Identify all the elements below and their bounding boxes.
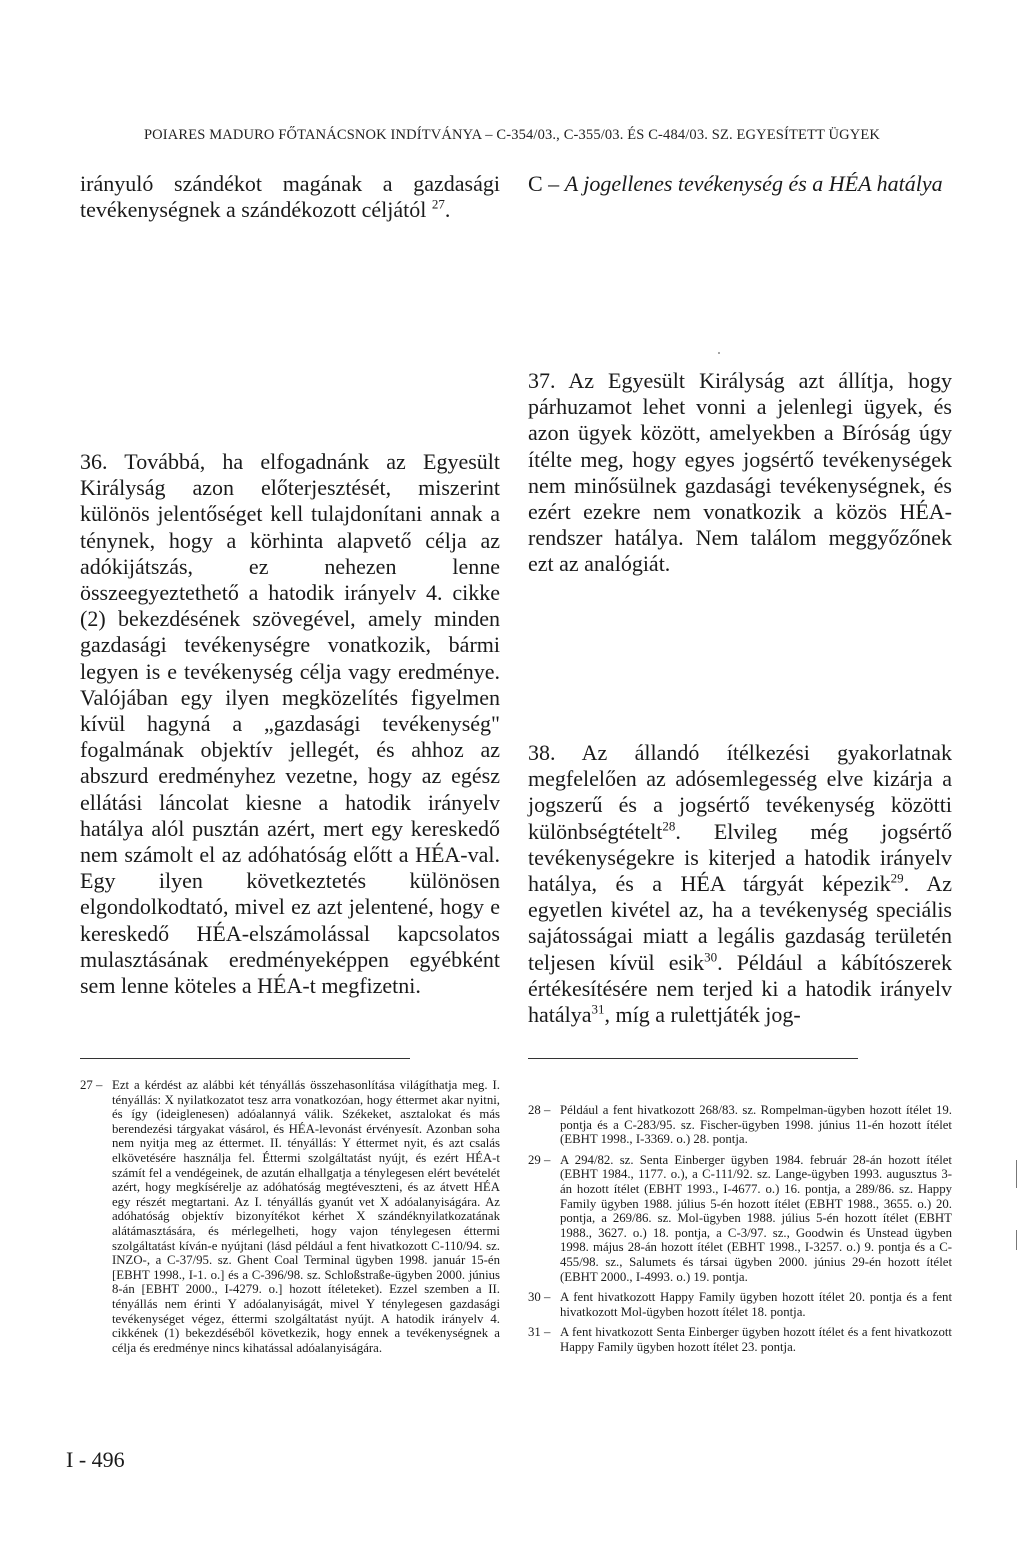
left-column-top-text [80, 171, 500, 223]
paragraph-37-text: Az Egyesült Királyság azt állítja, hogy párhuzamot lehet vonni a jelenlegi ügyek, és azon ügyek között, amelyekben a Bíróság úgy ítélte meg, hogy egyes jogsértő tevékenységek nem minősülnek gazdasági tevékenységnek, és ezért ezekre nem vonatkozik a közös HÉA-rendszer hatálya. Nem találom meggyőzőnek ezt az analógiát. [528, 368, 952, 577]
footnote-27-text: Ezt a kérdést az alábbi két tényállás összehasonlítása világíthatja meg. I. tényállás: X nyilatkozatot tesz arra vonatkozóan, hogy éttermet akar nyitni, és így (ideiglenesen) adóalannyá válik. Székeket, asztalokat és más berendezési tárgyakat vásárol, és HÉA-levonást érvényesít. Azonban soha nem nyitja meg az éttermet. II. tényállás: Y éttermet nyit, és azt csalás elkövetésére használja fel. Éttermi szolgáltatást nyújt, és ezért HÉA-t számít fel a vendégeinek, de azután elhallgatja a ténylegesen elért bevételét azért, hogy megkísérelje az adóhatóság megtéveszteni, és az átvett HÉA egy részét megtartani. Az I. tényállás gyanút vet X adóalanyiságára. Az adóhatóság objektív bizonyítékot kérhet X szándéknyilatkozatának alátámasztására, és mérlegelheti, hogy vajon ténylegesen éttermi szolgáltatást kíván-e nyújtani (lásd például a fent hivatkozott C-110/94. sz. INZO-, a C-37/95. sz. Ghent Coal Terminal ügyben 1998. január 15-én [EBHT 1998., I-1. o.] és a C-396/98. sz. Schloßstraße-ügyben 2000. június 8-án [EBHT 2000., I-4279. o.] hozott ítéleteket). Ezzel szemben a II. tényállás nem érinti Y adóalanyiságát, mivel Y ténylegesen gazdasági tevékenységet végez, éttermi szolgáltatást nyújt. A hatodik irányelv 4. cikkének (1) bekezdéséből következik, hogy ennek a tevékenységnek a célja és eredménye nincs kihatással adóalanyiságára. [112, 1078, 500, 1355]
paragraph-38-text-3: . Az egyetlen kivétel az, ha a tevékenység speciális sajátosságai miatt a legális gazdaság területén teljesen kívül esik [528, 871, 952, 975]
footnote-ref-28[interactable]: 28 [662, 818, 676, 834]
footnote-separator-right [528, 1058, 858, 1059]
left-top-text: irányuló szándékot magának a gazdasági tevékenységnek a szándékozott céljától [80, 171, 500, 223]
footnote-separator-left [80, 1058, 410, 1059]
footnotes-right [528, 1103, 952, 1361]
paragraph-38-text-2: . Elvileg még jogsértő tevékenységekre is kiterjed a hatodik irányelv hatálya, és a HÉA tárgyát képezik [528, 818, 952, 897]
scan-artifact-mark-2 [1016, 1230, 1017, 1250]
footnote-ref-29[interactable]: 29 [890, 870, 904, 886]
paragraph-36-text: Továbbá, ha elfogadnánk az Egyesült Királyság azon előterjesztését, miszerint különös jelentőséget kell tulajdonítani annak a ténynek, hogy a körhinta alapvető célja az adókijátszás, ez nehezen lenne összeegyeztethető a hatodik irányelv 4. cikke (2) bekezdésének szövegével, amely minden gazdasági tevékenységre vonatkozik, bármi legyen is e tevékenység célja vagy eredménye. Valójában egy ilyen megközelítés figyelmen kívül hagyná a „gazdasági tevékenység" fogalmának objektív jellegét, és ahhoz az abszurd eredményhez vezetne, hogy az egész ellátási láncolat kiesne a hatodik irányelv hatálya alól pusztán azért, mert egy kereskedő nem számolt el az adóhatóság előtt a HÉA-val. Egy ilyen következtetés különösen elgondolkodtató, mivel ez azt jelentené, hogy e kereskedő HÉA-elszámolással kapcsolatos mulasztásának eredményeképpen egyébként sem lenne köteles a HÉA-t megfizetni. [80, 449, 500, 999]
paragraph-36 [80, 449, 500, 999]
scan-artifact-mark [1016, 1160, 1017, 1188]
left-top-end: . [444, 197, 451, 223]
paragraph-38-number: 38. [528, 740, 556, 765]
footnote-31-text: A fent hivatkozott Senta Einberger ügyben hozott ítélet és a fent hivatkozott Happy Family ügyben hozott ítélet 23. pontja. [560, 1325, 952, 1354]
footnote-28-number: 28 – [528, 1103, 551, 1117]
paragraph-37 [528, 368, 952, 578]
footnote-28 [528, 1103, 952, 1147]
footnote-29-number: 29 – [528, 1152, 551, 1167]
paragraph-38 [528, 740, 952, 1028]
paragraph-38-text-1: Az állandó ítélkezési gyakorlatnak megfelelően az adósemlegesség elve kizárja a jogszerű és a jogsértő tevékenység közötti különbségtételt [528, 740, 952, 844]
footnote-28-text: Például a fent hivatkozott 268/83. sz. Rompelman-ügyben hozott ítélet 19. pontja és a C-283/95. sz. Fischer-ügyben 1998. június 11-én hozott ítélet (EBHT 1998., I-3369. o.) 28. pontja. [560, 1103, 952, 1147]
footnote-31 [528, 1325, 952, 1354]
footnote-ref-31[interactable]: 31 [591, 1001, 605, 1017]
footnote-30 [528, 1290, 952, 1319]
paragraph-36-number: 36. [80, 449, 108, 474]
page-number: I - 496 [66, 1447, 125, 1472]
footnote-27 [80, 1078, 500, 1355]
paragraph-38-text-5: , míg a rulettjáték jog- [604, 1002, 801, 1028]
footnote-30-number: 30 – [528, 1290, 551, 1305]
footnote-29-text: A 294/82. sz. Senta Einberger ügyben 1984. február 28-án hozott ítélet (EBHT 1984., 1177. o.), a C-111/92. sz. Lange-ügyben 1993. augusztus 3-án hozott ítélet (EBHT 1993., I-4677. o.) 16. pontja, a 289/86. sz. Happy Family ügyben 1988. július 5-én hozott ítélet (EBHT 1988., 3655. o.) 20. pontja, a 269/86. sz. Mol-ügyben 1988. július 5-én hozott ítélet (EBHT 1988., 3627. o.) 18. pontja, a C-3/97. sz., Goodwin és Unstead ügyben 1998. május 28-án hozott ítélet (EBHT 1998., I-3257. o.) 9. pontja és a C-455/98. sz., Salumets és társai ügyben 2000. június 29-én hozott ítélet (EBHT 2000., I-4993. o.) 19. pontja. [560, 1152, 952, 1284]
section-heading-prefix: C – [528, 171, 565, 196]
running-header: POIARES MADURO FŐTANÁCSNOK INDÍTVÁNYA – C-354/03., C-355/03. ÉS C-484/03. SZ. EGYESÍTETT ÜGYEK [143, 127, 881, 143]
section-heading-title: A jogellenes tevékenység és a HÉA hatálya [564, 171, 943, 196]
footnote-ref-27[interactable]: 27 [431, 196, 445, 212]
paragraph-37-number: 37. [528, 368, 556, 393]
footnote-ref-30[interactable]: 30 [704, 949, 718, 965]
footnote-29 [528, 1152, 952, 1284]
footnotes-left [80, 1078, 500, 1355]
section-heading [528, 171, 952, 197]
paragraph-38-text-4: . Például a kábítószerek értékesítésére nem terjed ki a hatodik irányelv hatálya [528, 949, 952, 1028]
footnote-30-text: A fent hivatkozott Happy Family ügyben hozott ítélet 20. pontja és a fent hivatkozott Mol-ügyben hozott ítélet 18. pontja. [560, 1290, 952, 1319]
footnote-31-number: 31 – [528, 1325, 551, 1340]
scan-artifact-dot [718, 352, 720, 354]
footnote-27-number: 27 – [80, 1078, 103, 1092]
